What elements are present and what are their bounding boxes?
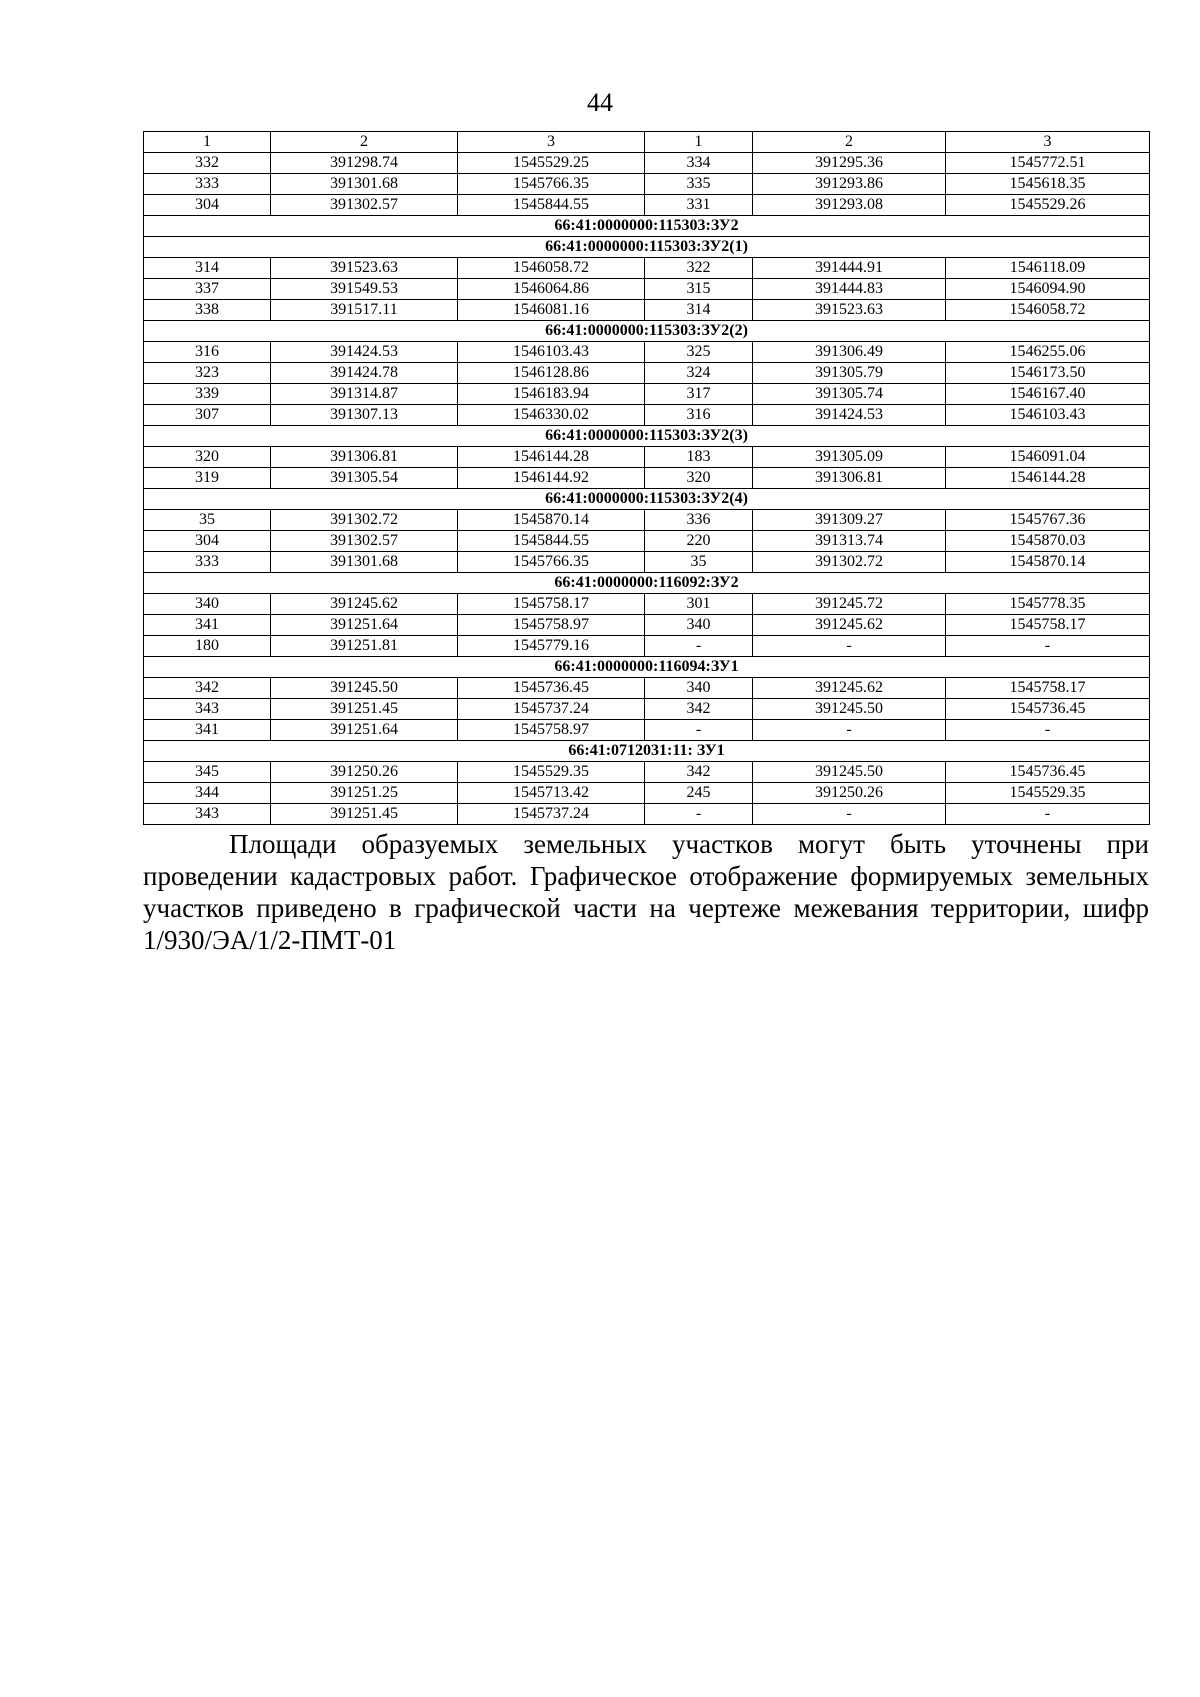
table-cell: 391251.25: [271, 783, 458, 804]
table-cell: 1545767.36: [946, 510, 1150, 531]
table-cell: 391250.26: [753, 783, 946, 804]
table-cell: 391444.91: [753, 258, 946, 279]
table-row: [144, 342, 1150, 363]
table-cell: 316: [645, 405, 753, 426]
table-row: [144, 783, 1150, 804]
table-row: [144, 594, 1150, 615]
table-cell: 391301.68: [271, 174, 458, 195]
table-cell: 1545758.97: [458, 615, 645, 636]
table-cell: 391302.72: [753, 552, 946, 573]
section-row: [144, 489, 1150, 510]
table-cell: 314: [144, 258, 271, 279]
section-row: [144, 573, 1150, 594]
table-cell: 334: [645, 153, 753, 174]
table-cell: 1546058.72: [458, 258, 645, 279]
table-row: [144, 174, 1150, 195]
table-row: [144, 384, 1150, 405]
table-cell: 339: [144, 384, 271, 405]
table-header-row: [144, 132, 1150, 153]
table-row: [144, 510, 1150, 531]
table-cell: 1545766.35: [458, 552, 645, 573]
table-cell: -: [753, 720, 946, 741]
table-cell: 391424.53: [753, 405, 946, 426]
table-cell: 391305.79: [753, 363, 946, 384]
table-row: [144, 762, 1150, 783]
table-cell: 340: [645, 615, 753, 636]
table-cell: 340: [144, 594, 271, 615]
table-row: [144, 636, 1150, 657]
column-header: 2: [271, 132, 458, 153]
table-cell: 391517.11: [271, 300, 458, 321]
table-row: [144, 804, 1150, 825]
table-cell: 1545766.35: [458, 174, 645, 195]
table-cell: 391293.08: [753, 195, 946, 216]
table-cell: 1545758.17: [946, 678, 1150, 699]
table-cell: 341: [144, 615, 271, 636]
table-cell: 391251.45: [271, 699, 458, 720]
table-cell: 333: [144, 174, 271, 195]
section-title: 66:41:0000000:115303:ЗУ2(2): [144, 321, 1150, 342]
table-cell: 341: [144, 720, 271, 741]
table-cell: 1546103.43: [946, 405, 1150, 426]
table-cell: 391424.78: [271, 363, 458, 384]
table-cell: 345: [144, 762, 271, 783]
table-cell: 391295.36: [753, 153, 946, 174]
column-header: 1: [144, 132, 271, 153]
table-row: [144, 552, 1150, 573]
table-cell: 391523.63: [753, 300, 946, 321]
table-cell: -: [753, 804, 946, 825]
table-cell: 391549.53: [271, 279, 458, 300]
section-title: 66:41:0000000:115303:ЗУ2(4): [144, 489, 1150, 510]
table-cell: -: [645, 636, 753, 657]
table-cell: 220: [645, 531, 753, 552]
section-row: [144, 657, 1150, 678]
table-cell: 391305.74: [753, 384, 946, 405]
table-row: [144, 699, 1150, 720]
table-cell: 301: [645, 594, 753, 615]
section-title: 66:41:0000000:115303:ЗУ2: [144, 216, 1150, 237]
table-cell: 1546144.92: [458, 468, 645, 489]
table-cell: 1546064.86: [458, 279, 645, 300]
table-cell: 320: [144, 447, 271, 468]
table-cell: 391298.74: [271, 153, 458, 174]
section-row: [144, 426, 1150, 447]
table-row: [144, 447, 1150, 468]
table-cell: 1546173.50: [946, 363, 1150, 384]
table-cell: 391523.63: [271, 258, 458, 279]
table-cell: 1546144.28: [946, 468, 1150, 489]
column-header: 3: [946, 132, 1150, 153]
table-cell: 342: [645, 699, 753, 720]
table-cell: 1546255.06: [946, 342, 1150, 363]
table-cell: 1545736.45: [458, 678, 645, 699]
table-cell: 1546058.72: [946, 300, 1150, 321]
table-cell: 183: [645, 447, 753, 468]
table-cell: 335: [645, 174, 753, 195]
table-cell: 324: [645, 363, 753, 384]
table-cell: 391251.64: [271, 615, 458, 636]
table-cell: 1545758.97: [458, 720, 645, 741]
table-cell: 1546330.02: [458, 405, 645, 426]
table-cell: -: [946, 804, 1150, 825]
table-cell: 391245.62: [271, 594, 458, 615]
table-cell: 391245.62: [753, 615, 946, 636]
column-header: 3: [458, 132, 645, 153]
section-row: [144, 216, 1150, 237]
table-row: [144, 363, 1150, 384]
table-cell: 323: [144, 363, 271, 384]
table-cell: 391301.68: [271, 552, 458, 573]
table-cell: 391245.72: [753, 594, 946, 615]
table-cell: 1545758.17: [946, 615, 1150, 636]
table-cell: 391245.62: [753, 678, 946, 699]
section-row: [144, 237, 1150, 258]
table-cell: 316: [144, 342, 271, 363]
table-cell: 391307.13: [271, 405, 458, 426]
section-title: 66:41:0712031:11: ЗУ1: [144, 741, 1150, 762]
section-row: [144, 321, 1150, 342]
table-cell: 391302.57: [271, 195, 458, 216]
table-cell: 391250.26: [271, 762, 458, 783]
section-row: [144, 741, 1150, 762]
table-cell: 180: [144, 636, 271, 657]
table-cell: 1546091.04: [946, 447, 1150, 468]
table-cell: 1546167.40: [946, 384, 1150, 405]
table-cell: 1545870.03: [946, 531, 1150, 552]
table-cell: 342: [144, 678, 271, 699]
table-cell: 391306.81: [271, 447, 458, 468]
table-cell: 320: [645, 468, 753, 489]
table-cell: 245: [645, 783, 753, 804]
table-cell: 1545736.45: [946, 699, 1150, 720]
table-row: [144, 531, 1150, 552]
table-cell: -: [645, 720, 753, 741]
table-row: [144, 300, 1150, 321]
table-row: [144, 195, 1150, 216]
table-cell: 304: [144, 531, 271, 552]
table-cell: 391313.74: [753, 531, 946, 552]
table-cell: 391424.53: [271, 342, 458, 363]
table-cell: 391251.81: [271, 636, 458, 657]
table-cell: 331: [645, 195, 753, 216]
table-cell: 1545529.35: [458, 762, 645, 783]
table-cell: 336: [645, 510, 753, 531]
table-cell: 1545870.14: [946, 552, 1150, 573]
table-cell: 391305.09: [753, 447, 946, 468]
table-cell: 1546128.86: [458, 363, 645, 384]
table-cell: 344: [144, 783, 271, 804]
table-cell: 391251.45: [271, 804, 458, 825]
table-row: [144, 468, 1150, 489]
table-cell: 319: [144, 468, 271, 489]
page-number: 44: [587, 88, 613, 117]
table-cell: 1546081.16: [458, 300, 645, 321]
table-cell: 35: [645, 552, 753, 573]
table-cell: 317: [645, 384, 753, 405]
section-title: 66:41:0000000:115303:ЗУ2(3): [144, 426, 1150, 447]
table-cell: 391306.49: [753, 342, 946, 363]
table-cell: 337: [144, 279, 271, 300]
table-cell: 333: [144, 552, 271, 573]
table-cell: 391302.72: [271, 510, 458, 531]
table-cell: 1545529.26: [946, 195, 1150, 216]
column-header: 1: [645, 132, 753, 153]
section-title: 66:41:0000000:116094:ЗУ1: [144, 657, 1150, 678]
table-cell: 391314.87: [271, 384, 458, 405]
coordinates-table: [143, 131, 1150, 825]
table-cell: 1545772.51: [946, 153, 1150, 174]
table-row: [144, 279, 1150, 300]
table-cell: 1545713.42: [458, 783, 645, 804]
table-cell: 1546144.28: [458, 447, 645, 468]
table-cell: 1545758.17: [458, 594, 645, 615]
table-cell: 391293.86: [753, 174, 946, 195]
table-cell: 338: [144, 300, 271, 321]
table-cell: 1545736.45: [946, 762, 1150, 783]
table-cell: 314: [645, 300, 753, 321]
table-cell: 342: [645, 762, 753, 783]
table-cell: 315: [645, 279, 753, 300]
body-paragraph: Площади образуемых земельных участков могут быть уточнены при проведении кадастровых работ. Графическое отображение формируемых земельных участков приведено в графической части на чертеже межевания территории, шифр 1/930/ЭА/1/2-ПМТ-01: [143, 829, 1149, 955]
table-cell: 1545844.55: [458, 195, 645, 216]
table-cell: 391251.64: [271, 720, 458, 741]
table-cell: -: [946, 636, 1150, 657]
table-cell: -: [753, 636, 946, 657]
table-cell: 35: [144, 510, 271, 531]
table-cell: 1545737.24: [458, 699, 645, 720]
table-cell: -: [946, 720, 1150, 741]
table-cell: 1545737.24: [458, 804, 645, 825]
table-cell: 340: [645, 678, 753, 699]
table-row: [144, 720, 1150, 741]
table-cell: 1545844.55: [458, 531, 645, 552]
table-cell: 391305.54: [271, 468, 458, 489]
section-title: 66:41:0000000:116092:ЗУ2: [144, 573, 1150, 594]
table-row: [144, 153, 1150, 174]
table-cell: 1545779.16: [458, 636, 645, 657]
table-cell: 343: [144, 804, 271, 825]
table-cell: -: [645, 804, 753, 825]
table-cell: 391306.81: [753, 468, 946, 489]
table-cell: 343: [144, 699, 271, 720]
table-row: [144, 405, 1150, 426]
table-cell: 325: [645, 342, 753, 363]
column-header: 2: [753, 132, 946, 153]
table-cell: 1545870.14: [458, 510, 645, 531]
table-row: [144, 258, 1150, 279]
table-cell: 307: [144, 405, 271, 426]
table-cell: 391309.27: [753, 510, 946, 531]
table-row: [144, 615, 1150, 636]
table-cell: 391302.57: [271, 531, 458, 552]
table-cell: 1545529.35: [946, 783, 1150, 804]
table-row: [144, 678, 1150, 699]
table-cell: 1546118.09: [946, 258, 1150, 279]
table-cell: 391245.50: [753, 762, 946, 783]
table-cell: 322: [645, 258, 753, 279]
table-cell: 1545618.35: [946, 174, 1150, 195]
table-cell: 1546094.90: [946, 279, 1150, 300]
table-cell: 304: [144, 195, 271, 216]
table-cell: 1545778.35: [946, 594, 1150, 615]
table-cell: 391245.50: [753, 699, 946, 720]
table-cell: 1545529.25: [458, 153, 645, 174]
table-cell: 1546103.43: [458, 342, 645, 363]
section-title: 66:41:0000000:115303:ЗУ2(1): [144, 237, 1150, 258]
table-cell: 391245.50: [271, 678, 458, 699]
table-cell: 391444.83: [753, 279, 946, 300]
table-cell: 332: [144, 153, 271, 174]
table-cell: 1546183.94: [458, 384, 645, 405]
